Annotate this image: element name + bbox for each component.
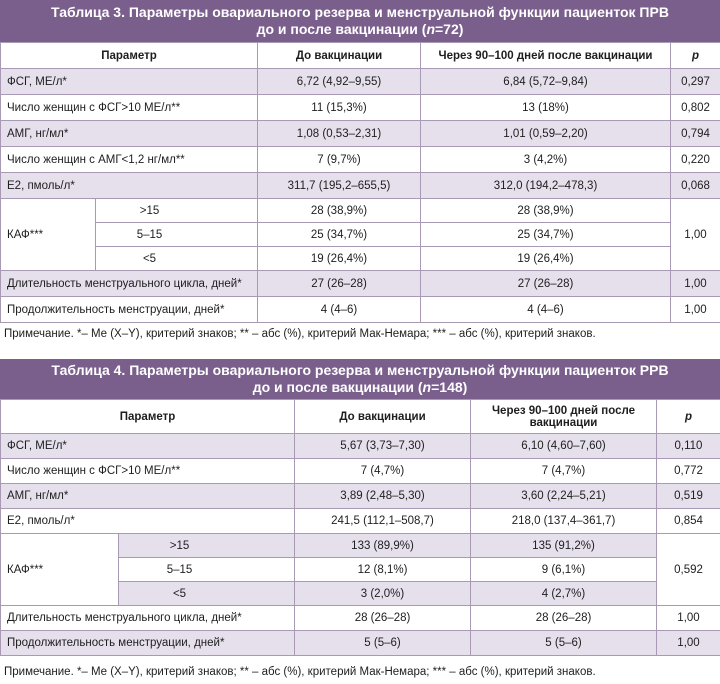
table3-cell-p: 0,794	[671, 121, 720, 147]
table3-cell-after: 3 (4,2%)	[421, 147, 671, 173]
table3-cell-before: 28 (38,9%)	[258, 199, 421, 223]
table4-cell-before: 241,5 (112,1–508,7)	[295, 509, 471, 534]
table3-cell-label: АМГ, нг/мл*	[1, 121, 258, 147]
table3-cell-before: 19 (26,4%)	[258, 247, 421, 271]
table4-kaf-label: КАФ***	[1, 534, 119, 606]
table3-kaf-sub: <5	[96, 247, 258, 271]
table4-header-param: Параметр	[1, 400, 295, 434]
table3-cell-after: 6,84 (5,72–9,84)	[421, 69, 671, 95]
table-row	[1, 247, 720, 271]
table4-header-before: До вакцинации	[295, 400, 471, 434]
table-row	[1, 297, 720, 323]
table4-cell-label: Длительность менструального цикла, дней*	[1, 606, 295, 631]
table3-cell-after: 19 (26,4%)	[421, 247, 671, 271]
table3-kaf-sub: 5–15	[96, 223, 258, 247]
table3-cell-p: 0,220	[671, 147, 720, 173]
table4-cell-before: 5 (5–6)	[295, 631, 471, 656]
table4-kaf-sub: 5–15	[119, 558, 295, 582]
table4-title-line2: до и после вакцинации (n=148)	[0, 379, 720, 396]
table4-cell-before: 3,89 (2,48–5,30)	[295, 484, 471, 509]
table4-cell-p: 0,519	[657, 484, 720, 509]
table3-cell-after: 27 (26–28)	[421, 271, 671, 297]
table4-kaf-p: 0,592	[657, 534, 720, 606]
table3-cell-p: 1,00	[671, 297, 720, 323]
table4-cell-after: 28 (26–28)	[471, 606, 657, 631]
table-row	[1, 606, 720, 631]
table3-header-param: Параметр	[1, 43, 258, 69]
table3-cell-after: 13 (18%)	[421, 95, 671, 121]
table3-header-after: Через 90–100 дней после вакцинации	[421, 43, 671, 69]
table3-cell-label: Е2, пмоль/л*	[1, 173, 258, 199]
table-row	[1, 271, 720, 297]
table3-note: Примечание. *– Me (X–Y), критерий знаков; ** – абс (%), критерий Мак-Немара; *** – абс (%), критерий знаков.	[0, 323, 720, 345]
table4	[0, 399, 720, 656]
table4-cell-label: АМГ, нг/мл*	[1, 484, 295, 509]
table3-cell-after: 4 (4–6)	[421, 297, 671, 323]
table3-cell-after: 312,0 (194,2–478,3)	[421, 173, 671, 199]
table4-cell-before: 133 (89,9%)	[295, 534, 471, 558]
table4-title	[0, 359, 720, 399]
table3-cell-after: 28 (38,9%)	[421, 199, 671, 223]
table3-cell-before: 25 (34,7%)	[258, 223, 421, 247]
table4-cell-p: 1,00	[657, 606, 720, 631]
table-row	[1, 223, 720, 247]
table-row	[1, 534, 720, 558]
table3-cell-before: 11 (15,3%)	[258, 95, 421, 121]
table4-cell-after: 3,60 (2,24–5,21)	[471, 484, 657, 509]
table4-header-p: p	[657, 400, 720, 434]
table3-cell-label: Число женщин с ФСГ>10 МЕ/л**	[1, 95, 258, 121]
table3-title-line2: до и после вакцинации (n=72)	[0, 21, 720, 38]
table3-cell-after: 25 (34,7%)	[421, 223, 671, 247]
table4-cell-p: 0,772	[657, 459, 720, 484]
table-row	[1, 147, 720, 173]
table3-cell-p: 0,068	[671, 173, 720, 199]
table4-cell-label: ФСГ, МЕ/л*	[1, 434, 295, 459]
table3-header-before: До вакцинации	[258, 43, 421, 69]
table-row	[1, 173, 720, 199]
table3-cell-label: ФСГ, МЕ/л*	[1, 69, 258, 95]
table3-cell-p: 0,297	[671, 69, 720, 95]
table4-cell-before: 5,67 (3,73–7,30)	[295, 434, 471, 459]
table3-title-line1: Таблица 3. Параметры овариального резерва и менструальной функции пациенток ПРВ	[0, 4, 720, 21]
table-row	[1, 509, 720, 534]
table3-cell-before: 1,08 (0,53–2,31)	[258, 121, 421, 147]
table-row	[1, 631, 720, 656]
table3-cell-before: 4 (4–6)	[258, 297, 421, 323]
table4-cell-p: 1,00	[657, 631, 720, 656]
table4-cell-p: 0,110	[657, 434, 720, 459]
table3-cell-before: 311,7 (195,2–655,5)	[258, 173, 421, 199]
table3-kaf-label: КАФ***	[1, 199, 96, 271]
table3-cell-before: 7 (9,7%)	[258, 147, 421, 173]
table4-cell-label: Продолжительность менструации, дней*	[1, 631, 295, 656]
table3-header-p: p	[671, 43, 720, 69]
table-row	[1, 95, 720, 121]
table3-cell-label: Число женщин с АМГ<1,2 нг/мл**	[1, 147, 258, 173]
table-row	[1, 199, 720, 223]
table3-cell-after: 1,01 (0,59–2,20)	[421, 121, 671, 147]
table4-cell-before: 12 (8,1%)	[295, 558, 471, 582]
table4-cell-before: 7 (4,7%)	[295, 459, 471, 484]
table3-kaf-sub: >15	[96, 199, 258, 223]
table3-cell-before: 6,72 (4,92–9,55)	[258, 69, 421, 95]
table4-header-after: Через 90–100 дней после вакцинации	[471, 400, 657, 434]
table4-cell-label: Е2, пмоль/л*	[1, 509, 295, 534]
table4-cell-after: 4 (2,7%)	[471, 582, 657, 606]
table-row	[1, 121, 720, 147]
table-row	[1, 434, 720, 459]
table4-cell-after: 135 (91,2%)	[471, 534, 657, 558]
table4-cell-p: 0,854	[657, 509, 720, 534]
table4-cell-after: 9 (6,1%)	[471, 558, 657, 582]
table4-cell-after: 218,0 (137,4–361,7)	[471, 509, 657, 534]
table4-cell-after: 5 (5–6)	[471, 631, 657, 656]
table3-cell-before: 27 (26–28)	[258, 271, 421, 297]
table3-cell-label: Продолжительность менструации, дней*	[1, 297, 258, 323]
table4-cell-before: 3 (2,0%)	[295, 582, 471, 606]
table4-cell-after: 6,10 (4,60–7,60)	[471, 434, 657, 459]
table3	[0, 42, 720, 323]
table4-kaf-sub: <5	[119, 582, 295, 606]
table-row	[1, 69, 720, 95]
table4-title-line1: Таблица 4. Параметры овариального резерва и менструальной функции пациенток РРВ	[0, 362, 720, 379]
table4-kaf-sub: >15	[119, 534, 295, 558]
table4-cell-after: 7 (4,7%)	[471, 459, 657, 484]
table4-cell-label: Число женщин с ФСГ>10 МЕ/л**	[1, 459, 295, 484]
table-row	[1, 459, 720, 484]
table3-cell-label: Длительность менструального цикла, дней*	[1, 271, 258, 297]
table-row	[1, 484, 720, 509]
table4-note: Примечание. *– Me (X–Y), критерий знаков; ** – абс (%), критерий Мак-Немара; *** – абс (%), критерий знаков.	[0, 660, 720, 684]
table3-cell-p: 0,802	[671, 95, 720, 121]
table3-cell-p: 1,00	[671, 271, 720, 297]
table3-title	[0, 0, 720, 42]
table4-cell-before: 28 (26–28)	[295, 606, 471, 631]
table3-kaf-p: 1,00	[671, 199, 720, 271]
